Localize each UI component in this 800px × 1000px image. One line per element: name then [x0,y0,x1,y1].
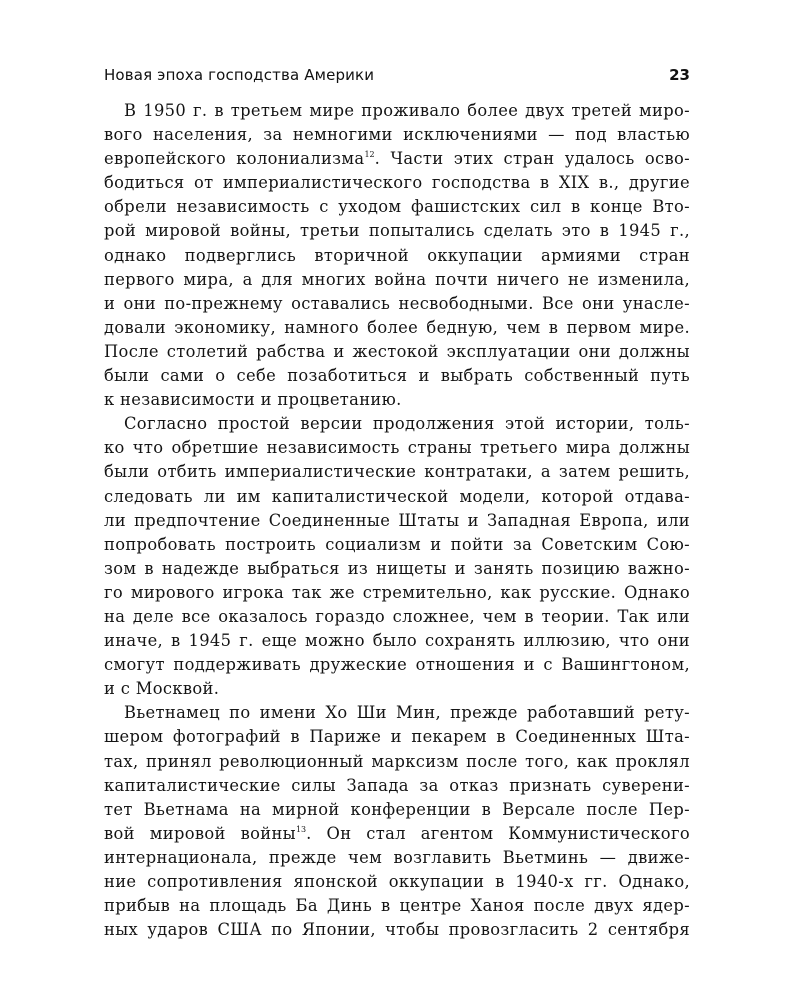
text-fragment: . Части этих стран удалось осво- [374,149,690,169]
text-line: ли предпочтение Соединенные Штаты и Западная Европа, или [104,510,690,530]
text-line [104,147,690,171]
text-line: рой мировой войны, третьи попытались сделать это в 1945 г., [104,221,690,241]
text-line: вого населения, за немногими исключениями — под властью [104,125,690,145]
text-line: В 1950 г. в третьем мире проживало более двух третей миро- [124,101,690,120]
text-line: довали экономику, намного более бедную, чем в первом мире. [104,317,690,337]
text-line: бодиться от империалистического господства в XIX в., другие [104,173,690,193]
text-line: однако подверглись вторичной оккупации армиями стран [104,245,690,265]
footnote-ref-12[interactable]: 12 [364,150,375,160]
text-fragment: . Он стал агентом Коммунистического [306,823,690,843]
text-line: зом в надежде выбраться из нищеты и занять позицию важно- [104,558,690,578]
text-line: и они по-прежнему оставались несвободными. Все они унасле- [104,293,690,313]
text-line: были сами о себе позаботиться и выбрать собственный путь [104,366,690,386]
text-line: После столетий рабства и жестокой эксплуатации они должны [104,341,690,361]
running-header-title: Новая эпоха господства Америки [104,66,375,84]
text-fragment: европейского колониализма [104,149,365,169]
text-line: к независимости и процветанию. [104,390,402,410]
text-line: иначе, в 1945 г. еще можно было сохранять иллюзию, что они [104,631,690,651]
running-header [104,66,690,90]
text-line: смогут поддерживать дружеские отношения и с Вашингтоном, [104,655,690,675]
text-line: и с Москвой. [104,679,220,699]
text-line: капиталистические силы Запада за отказ признать суверени- [104,775,690,795]
text-line: следовать ли им капиталистической модели, которой отдава- [104,486,690,506]
text-line: интернационала, прежде чем возглавить Вьетминь — движе- [104,847,690,867]
text-line: тет Вьетнама на мирной конференции в Версале после Пер- [104,799,690,819]
text-line: были отбить империалистические контратаки, а затем решить, [104,462,690,482]
text-line: го мирового игрока так же стремительно, как русские. Однако [104,582,690,602]
text-line: первого мира, а для многих война почти ничего не изменила, [104,269,690,289]
text-line: прибыв на площадь Ба Динь в центре Ханоя после двух ядер- [104,896,690,916]
text-line: на деле все оказалось гораздо сложнее, чем в теории. Так или [104,606,690,626]
text-line: тах, принял революционный марксизм после того, как проклял [104,751,690,771]
text-line: попробовать построить социализм и пойти за Советским Сою- [104,534,690,554]
footnote-ref-13[interactable]: 13 [295,824,307,834]
page-number: 23 [669,66,690,84]
text-line: обрели независимость с уходом фашистских сил в конце Вто- [104,197,690,217]
text-line [104,822,690,846]
main-text [104,99,690,942]
text-line: ние сопротивления японской оккупации в 1940-х гг. Однако, [104,872,690,891]
text-line: шером фотографий в Париже и пекарем в Соединенных Шта- [104,727,690,747]
text-line: ко что обретшие независимость страны третьего мира должны [104,438,690,458]
text-line: Вьетнамец по имени Хо Ши Мин, прежде работавший рету- [124,703,690,723]
text-fragment: вой мировой войны [104,823,296,843]
text-line: Согласно простой версии продолжения этой истории, толь- [124,414,690,434]
text-line: ных ударов США по Японии, чтобы провозгласить 2 сентября [104,920,690,940]
